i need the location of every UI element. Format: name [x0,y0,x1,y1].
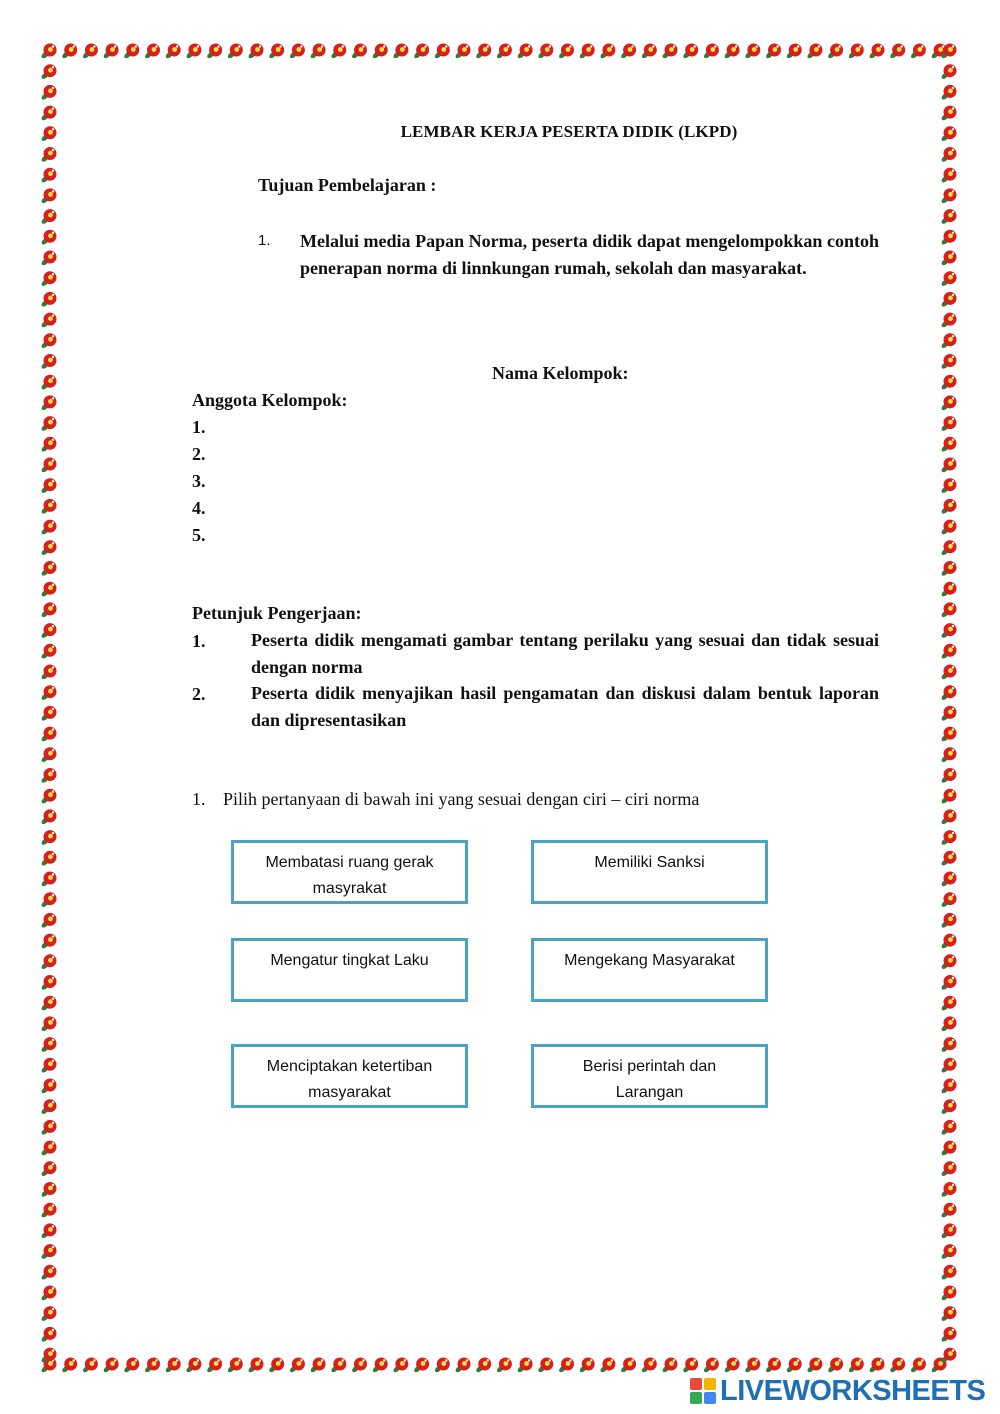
red-flower-icon [940,1099,956,1115]
red-flower-icon [40,1306,56,1322]
red-flower-icon [940,996,956,1012]
red-flower-icon [940,188,956,204]
red-flower-icon [661,1358,677,1374]
red-flower-icon [40,85,56,101]
red-flower-icon [40,188,56,204]
red-flower-icon [40,106,56,122]
objectives-heading: Tujuan Pembelajaran : [258,175,437,195]
red-flower-icon [40,1286,56,1302]
red-flower-icon [40,375,56,391]
red-flower-icon [889,44,905,60]
flower-border-right [940,40,960,1374]
red-flower-icon [40,313,56,329]
red-flower-icon [620,44,636,60]
red-flower-icon [940,333,956,349]
red-flower-icon [940,1120,956,1136]
red-flower-icon [40,209,56,225]
red-flower-icon [40,437,56,453]
red-flower-icon [723,44,739,60]
red-flower-icon [268,44,284,60]
answer-option[interactable]: Menciptakan ketertiban masyarakat [231,1044,468,1108]
red-flower-icon [723,1358,739,1374]
red-flower-icon [579,44,595,60]
answer-option[interactable]: Memiliki Sanksi [531,840,768,904]
red-flower-icon [940,892,956,908]
red-flower-icon [40,1079,56,1095]
logo-square [704,1392,716,1404]
red-flower-icon [144,44,160,60]
red-flower-icon [940,1327,956,1343]
red-flower-icon [40,230,56,246]
red-flower-icon [40,168,56,184]
question-number: 1. [192,789,206,809]
red-flower-icon [40,251,56,267]
red-flower-icon [40,1203,56,1219]
red-flower-icon [940,354,956,370]
red-flower-icon [940,313,956,329]
red-flower-icon [40,1223,56,1239]
red-flower-icon [827,44,843,60]
red-flower-icon [40,416,56,432]
flower-pattern [40,1354,960,1374]
red-flower-icon [940,975,956,991]
red-flower-icon [454,1358,470,1374]
red-flower-icon [940,458,956,474]
instruction-number: 1. [192,631,206,651]
member-number: 3. [192,471,206,491]
red-flower-icon [744,44,760,60]
red-flower-icon [786,1358,802,1374]
red-flower-icon [40,44,56,60]
red-flower-icon [475,44,491,60]
red-flower-icon [765,44,781,60]
red-flower-icon [940,561,956,577]
member-number: 1. [192,417,206,437]
red-flower-icon [641,44,657,60]
red-flower-icon [940,809,956,825]
red-flower-icon [40,602,56,618]
red-flower-icon [558,44,574,60]
flower-pattern [40,40,960,60]
red-flower-icon [40,623,56,639]
red-flower-icon [40,292,56,308]
red-flower-icon [40,520,56,536]
red-flower-icon [309,44,325,60]
red-flower-icon [661,44,677,60]
red-flower-icon [40,1161,56,1177]
red-flower-icon [940,292,956,308]
flower-pattern [940,40,960,1374]
red-flower-icon [641,1358,657,1374]
red-flower-icon [40,934,56,950]
red-flower-icon [940,540,956,556]
red-flower-icon [40,478,56,494]
red-flower-icon [434,44,450,60]
red-flower-icon [682,44,698,60]
worksheet-title: LEMBAR KERJA PESERTA DIDIK (LKPD) [400,122,738,141]
red-flower-icon [40,1058,56,1074]
red-flower-icon [40,1120,56,1136]
answer-option[interactable]: Mengatur tingkat Laku [231,938,468,1002]
red-flower-icon [40,872,56,888]
red-flower-icon [940,665,956,681]
red-flower-icon [40,126,56,142]
red-flower-icon [786,44,802,60]
red-flower-icon [940,954,956,970]
red-flower-icon [940,106,956,122]
red-flower-icon [268,1358,284,1374]
red-flower-icon [40,1348,56,1364]
red-flower-icon [848,44,864,60]
red-flower-icon [940,44,956,60]
red-flower-icon [940,375,956,391]
red-flower-icon [537,1358,553,1374]
red-flower-icon [330,44,346,60]
red-flower-icon [940,789,956,805]
red-flower-icon [940,437,956,453]
red-flower-icon [940,747,956,763]
red-flower-icon [40,830,56,846]
red-flower-icon [40,64,56,80]
answer-option[interactable]: Membatasi ruang gerak masyrakat [231,840,468,904]
red-flower-icon [165,44,181,60]
red-flower-icon [40,582,56,598]
red-flower-icon [309,1358,325,1374]
red-flower-icon [940,913,956,929]
red-flower-icon [40,768,56,784]
red-flower-icon [940,1182,956,1198]
red-flower-icon [144,1358,160,1374]
red-flower-icon [40,1327,56,1343]
red-flower-icon [434,1358,450,1374]
red-flower-icon [940,251,956,267]
red-flower-icon [185,44,201,60]
red-flower-icon [40,851,56,867]
red-flower-icon [40,665,56,681]
red-flower-icon [40,1182,56,1198]
red-flower-icon [40,685,56,701]
red-flower-icon [579,1358,595,1374]
flower-border-bottom [40,1354,960,1374]
red-flower-icon [40,1141,56,1157]
red-flower-icon [868,44,884,60]
red-flower-icon [40,458,56,474]
red-flower-icon [61,44,77,60]
red-flower-icon [392,1358,408,1374]
members-label: Anggota Kelompok: [192,390,348,410]
member-number: 2. [192,444,206,464]
red-flower-icon [61,1358,77,1374]
red-flower-icon [413,44,429,60]
instruction-text: Peserta didik mengamati gambar tentang perilaku yang sesuai dan tidak sesuai dengan norma [251,630,879,677]
red-flower-icon [940,1265,956,1281]
red-flower-icon [40,913,56,929]
red-flower-icon [40,706,56,722]
red-flower-icon [516,1358,532,1374]
red-flower-icon [806,44,822,60]
red-flower-icon [599,1358,615,1374]
red-flower-icon [40,354,56,370]
red-flower-icon [940,644,956,660]
red-flower-icon [940,1037,956,1053]
red-flower-icon [940,602,956,618]
red-flower-icon [940,1079,956,1095]
red-flower-icon [40,809,56,825]
red-flower-icon [940,416,956,432]
red-flower-icon [40,747,56,763]
red-flower-icon [82,1358,98,1374]
flower-border-left [40,40,60,1374]
red-flower-icon [102,44,118,60]
red-flower-icon [40,1037,56,1053]
red-flower-icon [413,1358,429,1374]
red-flower-icon [940,706,956,722]
liveworksheets-logo-icon [690,1378,716,1404]
liveworksheets-wordmark: LIVEWORKSHEETS [720,1374,986,1407]
red-flower-icon [940,395,956,411]
red-flower-icon [123,44,139,60]
instructions-heading: Petunjuk Pengerjaan: [192,603,362,623]
red-flower-icon [940,1306,956,1322]
red-flower-icon [940,1161,956,1177]
red-flower-icon [703,1358,719,1374]
red-flower-icon [40,271,56,287]
red-flower-icon [40,996,56,1012]
red-flower-icon [40,1016,56,1032]
red-flower-icon [185,1358,201,1374]
red-flower-icon [940,768,956,784]
red-flower-icon [940,499,956,515]
red-flower-icon [40,1265,56,1281]
red-flower-icon [940,168,956,184]
red-flower-icon [940,520,956,536]
red-flower-icon [940,1286,956,1302]
red-flower-icon [765,1358,781,1374]
red-flower-icon [744,1358,760,1374]
red-flower-icon [102,1358,118,1374]
red-flower-icon [40,644,56,660]
red-flower-icon [889,1358,905,1374]
objective-text: Melalui media Papan Norma, peserta didik dapat mengelompokkan contoh penerapan norma di linnkungan rumah, sekolah dan masyarakat. [300,231,879,278]
red-flower-icon [40,727,56,743]
red-flower-icon [289,1358,305,1374]
objective-number: 1. [258,232,271,249]
red-flower-icon [247,44,263,60]
red-flower-icon [940,934,956,950]
red-flower-icon [227,44,243,60]
red-flower-icon [940,1141,956,1157]
red-flower-icon [940,271,956,287]
red-flower-icon [940,1223,956,1239]
red-flower-icon [206,44,222,60]
red-flower-icon [537,44,553,60]
red-flower-icon [827,1358,843,1374]
liveworksheets-brand[interactable] [690,1376,985,1406]
red-flower-icon [940,1244,956,1260]
red-flower-icon [206,1358,222,1374]
red-flower-icon [558,1358,574,1374]
red-flower-icon [123,1358,139,1374]
red-flower-icon [40,395,56,411]
red-flower-icon [940,64,956,80]
red-flower-icon [40,975,56,991]
red-flower-icon [40,147,56,163]
red-flower-icon [351,44,367,60]
red-flower-icon [330,1358,346,1374]
question-text: Pilih pertanyaan di bawah ini yang sesuai dengan ciri – ciri norma [223,789,700,809]
red-flower-icon [372,1358,388,1374]
red-flower-icon [82,44,98,60]
red-flower-icon [247,1358,263,1374]
red-flower-icon [940,85,956,101]
red-flower-icon [940,685,956,701]
red-flower-icon [475,1358,491,1374]
group-name-label: Nama Kelompok: [492,363,629,383]
red-flower-icon [454,44,470,60]
answer-option[interactable]: Mengekang Masyarakat [531,938,768,1002]
red-flower-icon [372,44,388,60]
flower-border-top [40,40,960,60]
red-flower-icon [940,1016,956,1032]
member-number: 4. [192,498,206,518]
red-flower-icon [940,727,956,743]
red-flower-icon [940,478,956,494]
red-flower-icon [40,1244,56,1260]
red-flower-icon [40,789,56,805]
red-flower-icon [392,44,408,60]
red-flower-icon [940,623,956,639]
red-flower-icon [40,561,56,577]
red-flower-icon [848,1358,864,1374]
red-flower-icon [940,830,956,846]
red-flower-icon [940,851,956,867]
instruction-text: Peserta didik menyajikan hasil pengamatan dan diskusi dalam bentuk laporan dan dipresentasikan [251,683,879,730]
red-flower-icon [496,44,512,60]
red-flower-icon [806,1358,822,1374]
red-flower-icon [496,1358,512,1374]
instruction-number: 2. [192,684,206,704]
red-flower-icon [516,44,532,60]
red-flower-icon [940,872,956,888]
red-flower-icon [940,230,956,246]
red-flower-icon [682,1358,698,1374]
red-flower-icon [227,1358,243,1374]
red-flower-icon [910,44,926,60]
logo-square [704,1378,716,1390]
answer-option[interactable]: Berisi perintah dan Larangan [531,1044,768,1108]
red-flower-icon [40,540,56,556]
red-flower-icon [940,209,956,225]
member-number: 5. [192,525,206,545]
flower-pattern [40,40,60,1374]
red-flower-icon [940,147,956,163]
logo-square [690,1392,702,1404]
red-flower-icon [940,1058,956,1074]
red-flower-icon [40,499,56,515]
red-flower-icon [868,1358,884,1374]
logo-square [690,1378,702,1390]
red-flower-icon [351,1358,367,1374]
red-flower-icon [620,1358,636,1374]
red-flower-icon [40,333,56,349]
red-flower-icon [940,1203,956,1219]
red-flower-icon [940,582,956,598]
red-flower-icon [40,1099,56,1115]
red-flower-icon [599,44,615,60]
red-flower-icon [940,1348,956,1364]
red-flower-icon [40,892,56,908]
red-flower-icon [703,44,719,60]
red-flower-icon [910,1358,926,1374]
red-flower-icon [40,954,56,970]
red-flower-icon [289,44,305,60]
red-flower-icon [165,1358,181,1374]
